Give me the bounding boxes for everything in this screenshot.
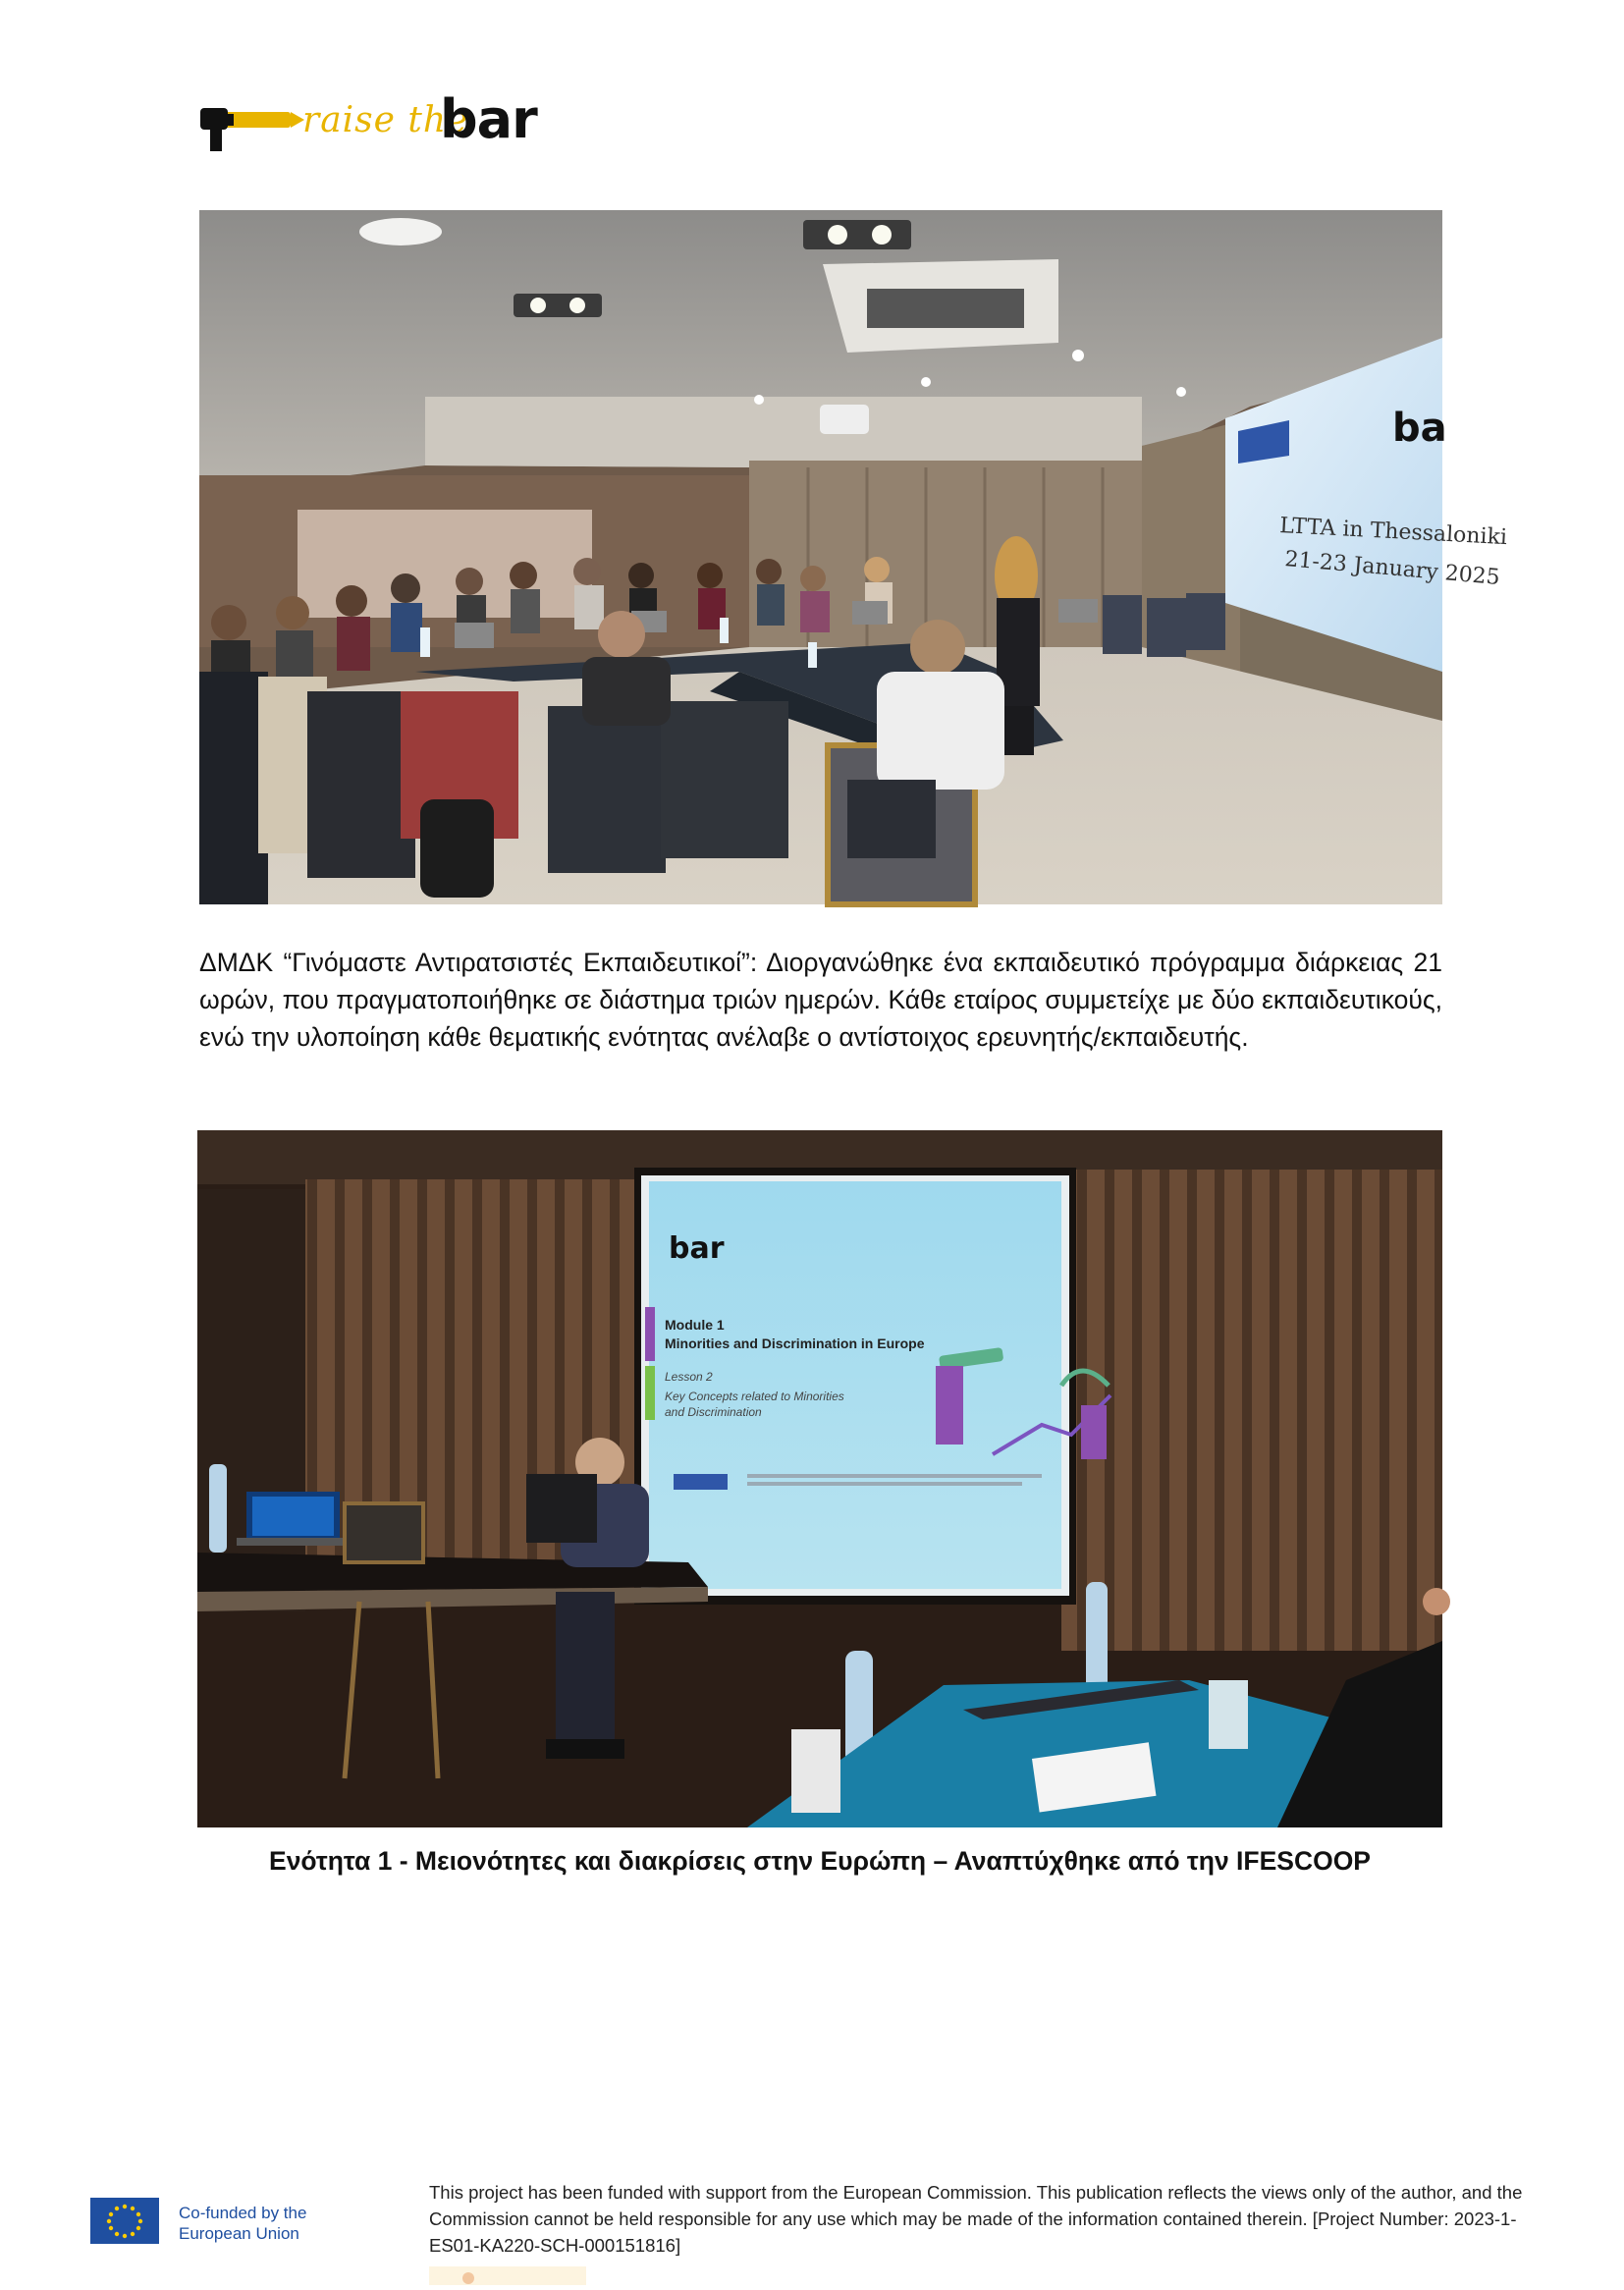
cofunded-label [179, 2203, 306, 2244]
logo-bold-text: bar [440, 88, 537, 150]
eu-flag-icon [90, 2198, 159, 2244]
cofunded-line1: Co-funded by the [179, 2204, 307, 2222]
funding-disclaimer: This project has been funded with support from the European Commission. This publication reflects the views only of the author, and the Commission cannot be held responsible for any use which may be made of the information contained therein. [Project Number: 2023-1-ES01-KA220-SCH-000151816] [429, 2182, 1523, 2256]
presentation-photo [197, 1130, 1442, 1827]
screen-title-text: LTTA in Thessaloniki [1278, 514, 1508, 551]
slide-logo-text: bar [669, 1231, 725, 1266]
cofunded-line2: European Union [179, 2224, 299, 2243]
slide-lesson-text: Lesson 2 [665, 1370, 713, 1384]
hand-pencil-icon [196, 98, 304, 153]
slide-module-text: Module 1 [665, 1317, 725, 1333]
body-paragraph: ΔΜΔΚ “Γινόμαστε Αντιρατσιστές Εκπαιδευτικοί”: Διοργανώθηκε ένα εκπαιδευτικό πρόγραμμα διάρκειας 21 ωρών, που πραγματοποιήθηκε σε διάστημα τριών ημερών. Κάθε εταίρος συμμετείχε με δύο εκπαιδευτικούς, ενώ την υλοποίηση κάθε θεματικής ενότητας ανέλαβε ο αντίστοιχος ερευνητής/εκπαιδευτής. [199, 948, 1442, 1052]
raise-the-bar-logo [196, 90, 560, 159]
slide-lesson-line1-text: Key Concepts related to Minorities [665, 1390, 844, 1403]
slide-module-title-text: Minorities and Discrimination in Europe [665, 1336, 925, 1351]
slide-lesson-line2-text: and Discrimination [665, 1405, 762, 1419]
screen-logo-text: ba [1392, 406, 1447, 451]
footer-decoration [429, 2266, 586, 2285]
photo-caption: Ενότητα 1 - Μειονότητες και διακρίσεις στην Ευρώπη – Αναπτύχθηκε από την IFESCOOP [269, 1846, 1371, 1876]
seminar-room-photo [199, 210, 1508, 904]
screen-date-text: 21-23 January 2025 [1283, 547, 1501, 591]
logo-script-text: raise the [302, 100, 469, 140]
